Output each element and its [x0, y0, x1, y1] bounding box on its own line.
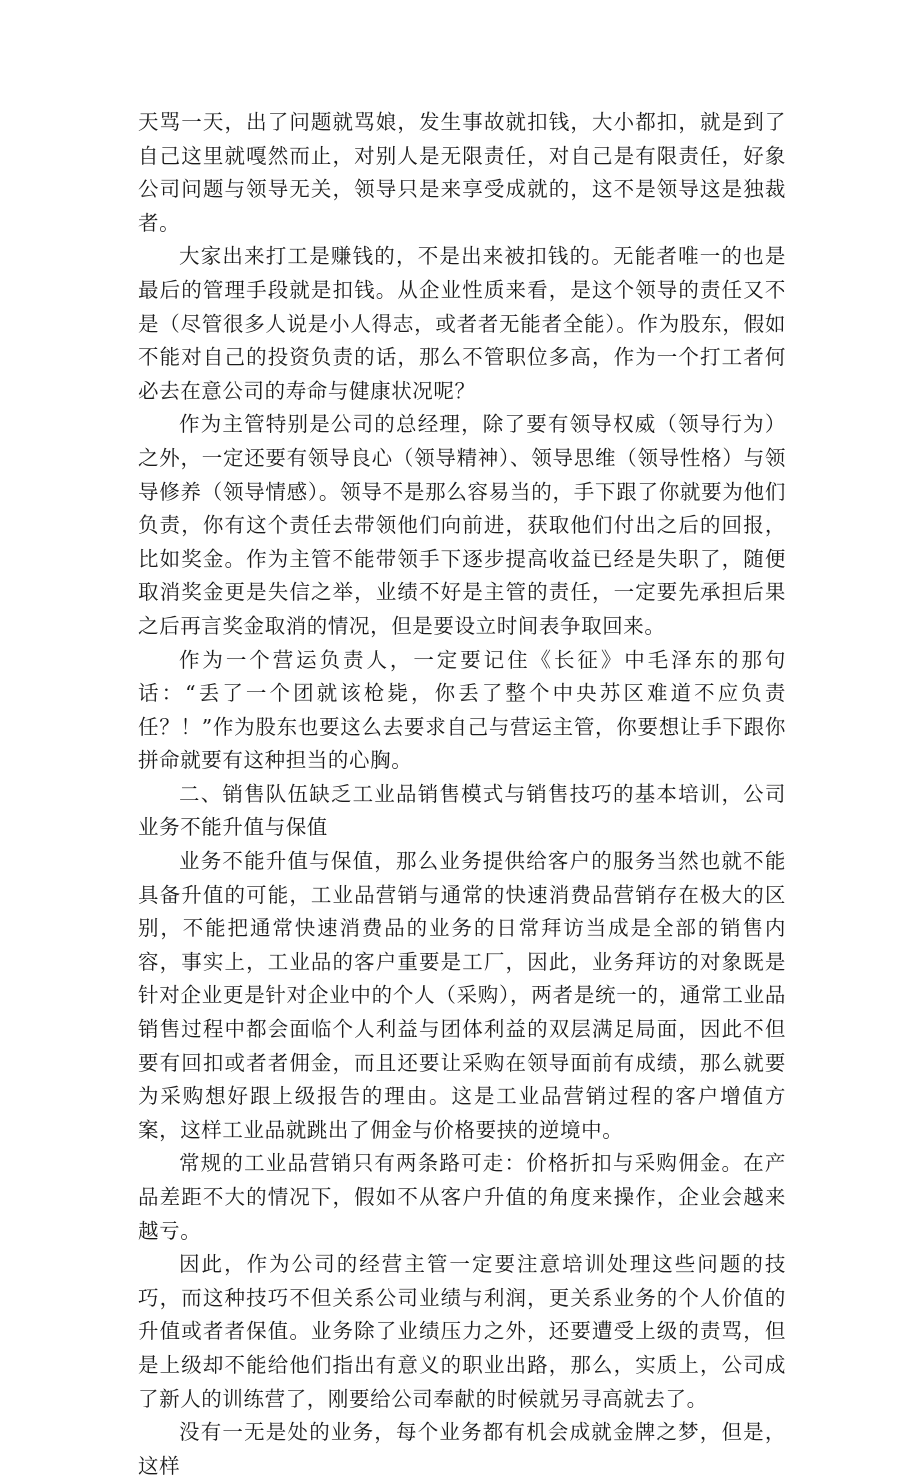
document-page: [138, 106, 786, 1483]
paragraph-3: 作为主管特别是公司的总经理，除了要有领导权威（领导行为）之外，一定还要有领导良心（领导精神）、领导思维（领导性格）与领导修养（领导情感）。领导不是那么容易当的，手下跟了你就要为他们负责，你有这个责任去带领他们向前进，获取他们付出之后的回报，比如奖金。作为主管不能带领手下逐步提高收益已经是失职了，随便取消奖金更是失信之举，业绩不好是主管的责任，一定要先承担后果之后再言奖金取消的情况，但是要设立时间表争取回来。: [138, 412, 786, 638]
paragraph-6: 常规的工业品营销只有两条路可走：价格折扣与采购佣金。在产品差距不大的情况下，假如不从客户升值的角度来操作，企业会越来越亏。: [138, 1151, 786, 1243]
section-heading: 二、销售队伍缺乏工业品销售模式与销售技巧的基本培训，公司业务不能升值与保值: [138, 781, 786, 840]
paragraph-4: 作为一个营运负责人，一定要记住《长征》中毛泽东的那句话：“丢了一个团就该枪毙，你丢了整个中央苏区难道不应负责任？！”作为股东也要这么去要求自己与营运主管，你要想让手下跟你拼命就要有这种担当的心胸。: [138, 647, 786, 773]
paragraph-1: 天骂一天，出了问题就骂娘，发生事故就扣钱，大小都扣，就是到了自己这里就嘎然而止，对别人是无限责任，对自己是有限责任，好象公司问题与领导无关，领导只是来享受成就的，这不是领导这是独裁者。: [138, 110, 786, 235]
paragraph-8: 没有一无是处的业务，每个业务都有机会成就金牌之梦，但是，这样: [138, 1420, 786, 1478]
paragraph-5: 业务不能升值与保值，那么业务提供给客户的服务当然也就不能具备升值的可能，工业品营销与通常的快速消费品营销存在极大的区别，不能把通常快速消费品的业务的日常拜访当成是全部的销售内容，事实上，工业品的客户重要是工厂，因此，业务拜访的对象既是针对企业更是针对企业中的个人（采购），两者是统一的，通常工业品销售过程中都会面临个人利益与团体利益的双层满足局面，因此不但要有回扣或者者佣金，而且还要让采购在领导面前有成绩，那么就要为采购想好跟上级报告的理由。这是工业品营销过程的客户增值方案，这样工业品就跳出了佣金与价格要挟的逆境中。: [138, 849, 786, 1142]
paragraph-2: 大家出来打工是赚钱的，不是出来被扣钱的。无能者唯一的也是最后的管理手段就是扣钱。从企业性质来看，是这个领导的责任又不是（尽管很多人说是小人得志，或者者无能者全能）。作为股东，假如不能对自己的投资负责的话，那么不管职位多高，作为一个打工者何必去在意公司的寿命与健康状况呢？: [138, 244, 786, 403]
paragraph-7: 因此，作为公司的经营主管一定要注意培训处理这些问题的技巧，而这种技巧不但关系公司业绩与利润，更关系业务的个人价值的升值或者者保值。业务除了业绩压力之外，还要遭受上级的责骂，但是上级却不能给他们指出有意义的职业出路，那么，实质上，公司成了新人的训练营了，刚要给公司奉献的时候就另寻高就去了。: [138, 1252, 786, 1411]
